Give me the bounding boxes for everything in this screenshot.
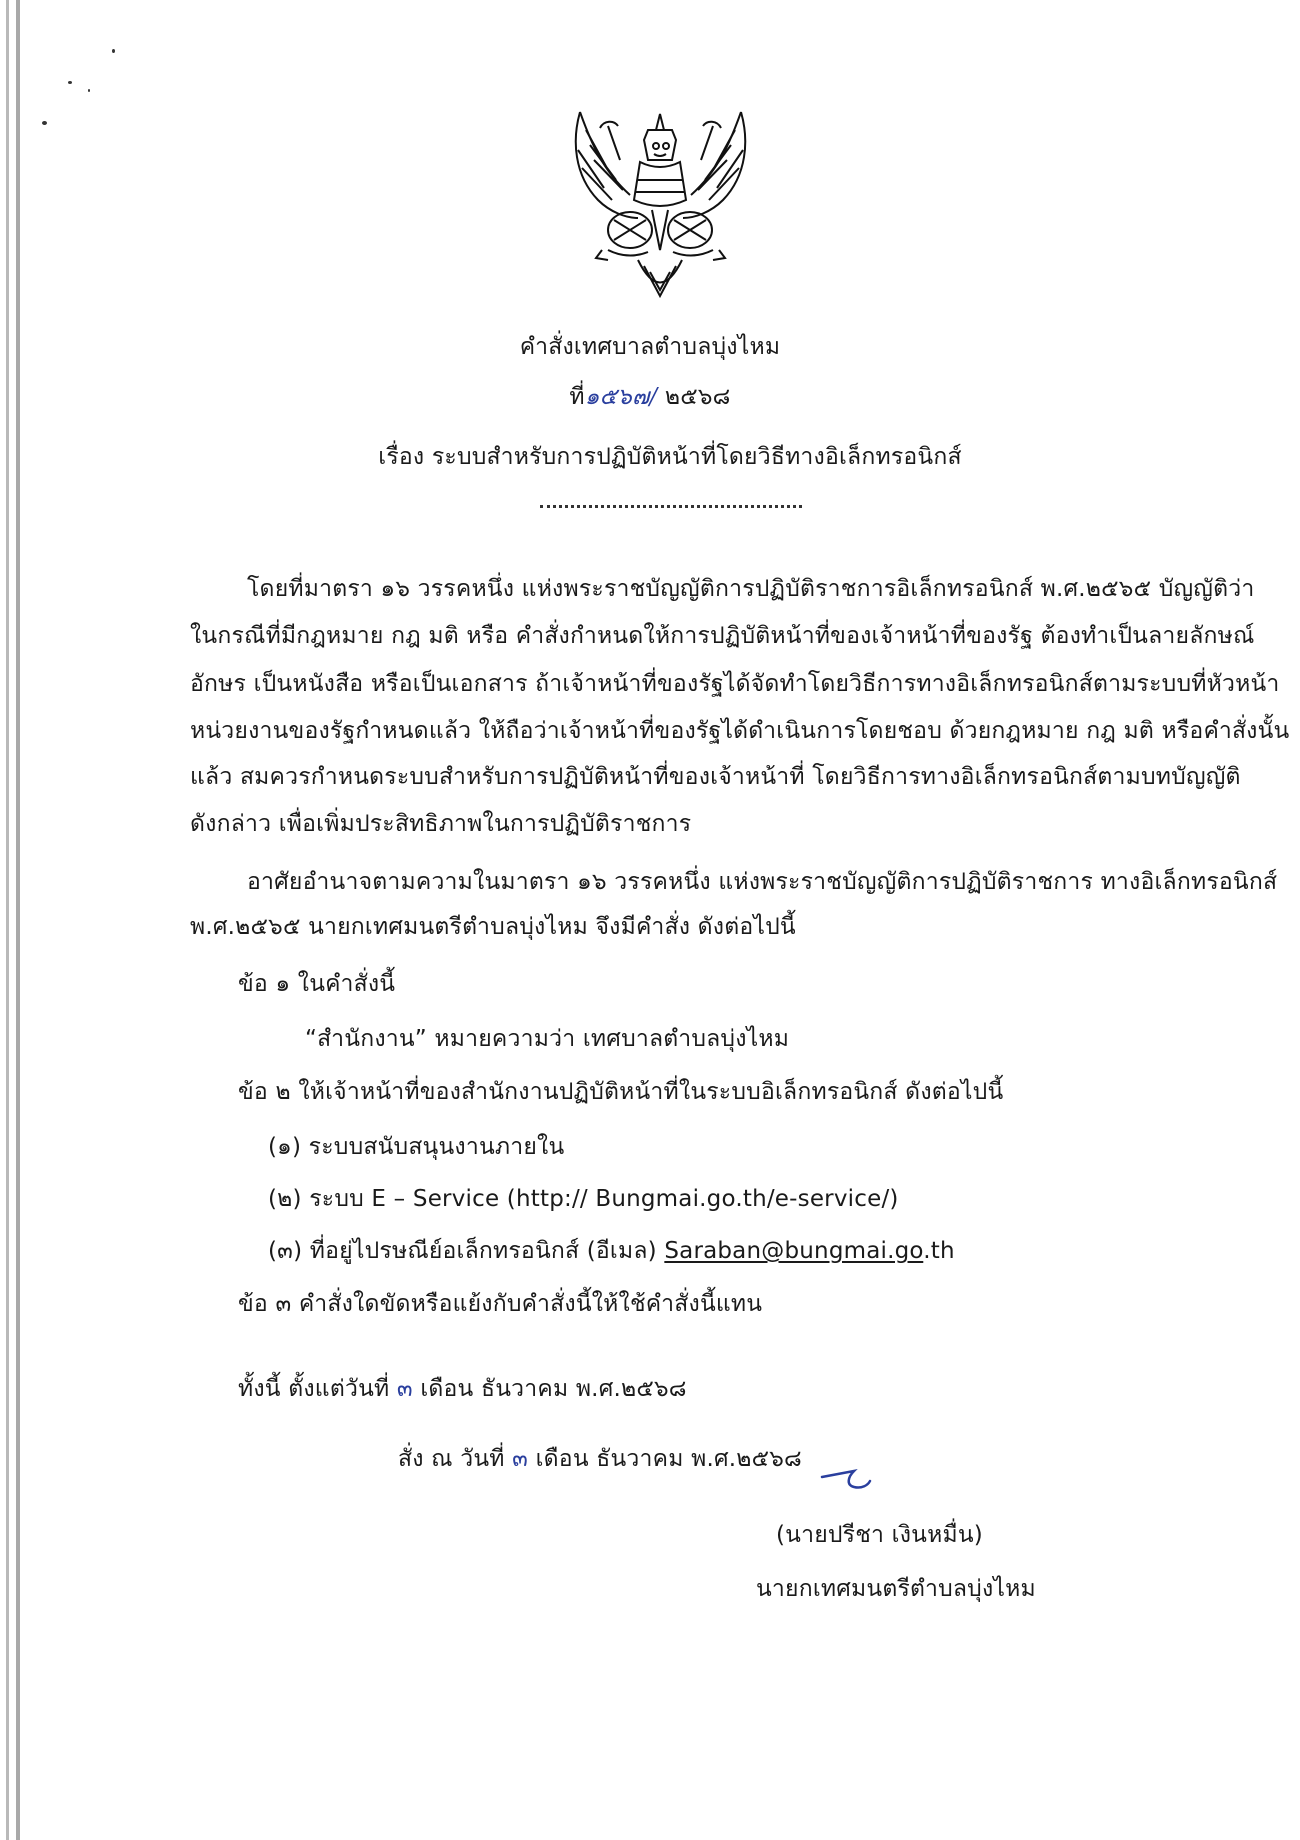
document-number [0, 382, 1300, 412]
speck [112, 49, 115, 53]
ordered-prefix: สั่ง ณ วันที่ [398, 1446, 505, 1472]
speck [42, 121, 47, 125]
paragraph1-line: โดยที่มาตรา ๑๖ วรรคหนึ่ง แห่งพระราชบัญญัติการปฏิบัติราชการอิเล็กทรอนิกส์ พ.ศ.๒๕๖๕ บัญญัติว่า [247, 576, 1255, 602]
email-suffix: .th [923, 1238, 955, 1264]
clause-2-item-1: (๑) ระบบสนับสนุนงานภายใน [268, 1134, 565, 1160]
effective-day-handwritten: ๓ [396, 1376, 413, 1402]
effective-date [238, 1374, 687, 1404]
paragraph2-line: พ.ศ.๒๕๖๕ นายกเทศมนตรีตำบลบุ่งไหม จึงมีคำสั่ง ดังต่อไปนี้ [190, 914, 796, 940]
effective-suffix: เดือน ธันวาคม พ.ศ.๒๕๖๘ [420, 1376, 687, 1402]
ordered-day-handwritten: ๓ [512, 1446, 529, 1472]
clause-1-definition: “สำนักงาน” หมายความว่า เทศบาลตำบลบุ่งไหม [305, 1026, 790, 1052]
clause-2-item-2: (๒) ระบบ E – Service (http:// Bungmai.go.th/e-service/) [268, 1186, 899, 1212]
paragraph1-line: หน่วยงานของรัฐกำหนดแล้ว ให้ถือว่าเจ้าหน้าที่ของรัฐได้ดำเนินการโดยชอบ ด้วยกฎหมาย กฎ มติ หรือคำสั่งนั้น [190, 718, 1290, 744]
scan-edge-line [16, 0, 20, 1840]
handwritten-number: ๑๕๖๗/ [584, 384, 658, 410]
scan-edge-line [6, 0, 9, 1840]
paragraph1-line: แล้ว สมควรกำหนดระบบสำหรับการปฏิบัติหน้าที่ของเจ้าหน้าที่ โดยวิธีการทางอิเล็กทรอนิกส์ตามบทบัญญัติ [190, 764, 1241, 790]
clause-3: ข้อ ๓ คำสั่งใดขัดหรือแย้งกับคำสั่งนี้ให้ใช้คำสั่งนี้แทน [238, 1291, 763, 1317]
effective-prefix: ทั้งนี้ ตั้งแต่วันที่ [238, 1376, 390, 1402]
email-link[interactable]: Saraban@bungmai.go [664, 1238, 924, 1264]
ordered-date [398, 1444, 802, 1474]
clause-1: ข้อ ๑ ในคำสั่งนี้ [238, 971, 396, 997]
clause-2-item-3 [268, 1236, 955, 1266]
paragraph1-line: ในกรณีที่มีกฎหมาย กฎ มติ หรือ คำสั่งกำหนดให้การปฏิบัติหน้าที่ของเจ้าหน้าที่ของรัฐ ต้องทำเป็นลายลักษณ์ [190, 623, 1255, 649]
number-year: ๒๕๖๘ [664, 384, 731, 410]
signatory-position: นายกเทศมนตรีตำบลบุ่งไหม [756, 1576, 1036, 1602]
item-3-label: (๓) ที่อยู่ไปรษณีย์อเล็กทรอนิกส์ (อีเมล) [268, 1238, 665, 1264]
speck [88, 89, 90, 92]
signature-scribble-icon [820, 1465, 880, 1495]
paragraph2-line: อาศัยอำนาจตามความในมาตรา ๑๖ วรรคหนึ่ง แห่งพระราชบัญญัติการปฏิบัติราชการ ทางอิเล็กทรอนิกส์ [247, 869, 1278, 895]
number-prefix: ที่ [569, 384, 585, 410]
ordered-suffix: เดือน ธันวาคม พ.ศ.๒๕๖๘ [535, 1446, 802, 1472]
scan-specks [40, 45, 120, 125]
document-subject: เรื่อง ระบบสำหรับการปฏิบัติหน้าที่โดยวิธีทางอิเล็กทรอนิกส์ [378, 444, 962, 470]
paragraph1-line: อักษร เป็นหนังสือ หรือเป็นเอกสาร ถ้าเจ้าหน้าที่ของรัฐได้จัดทำโดยวิธีการทางอิเล็กทรอนิกส์ตามระบบที่หัวหน้า [190, 671, 1280, 697]
signatory-name: (นายปรีชา เงินหมื่น) [776, 1522, 983, 1548]
paragraph1-line: ดังกล่าว เพื่อเพิ่มประสิทธิภาพในการปฏิบัติราชการ [190, 811, 692, 837]
garuda-emblem-icon [568, 100, 753, 305]
clause-2: ข้อ ๒ ให้เจ้าหน้าที่ของสำนักงานปฏิบัติหน้าที่ในระบบอิเล็กทรอนิกส์ ดังต่อไปนี้ [238, 1079, 1004, 1105]
separator-dotted-line [540, 505, 802, 508]
document-title: คำสั่งเทศบาลตำบลบุ่งไหม [519, 334, 781, 360]
speck [68, 81, 72, 84]
